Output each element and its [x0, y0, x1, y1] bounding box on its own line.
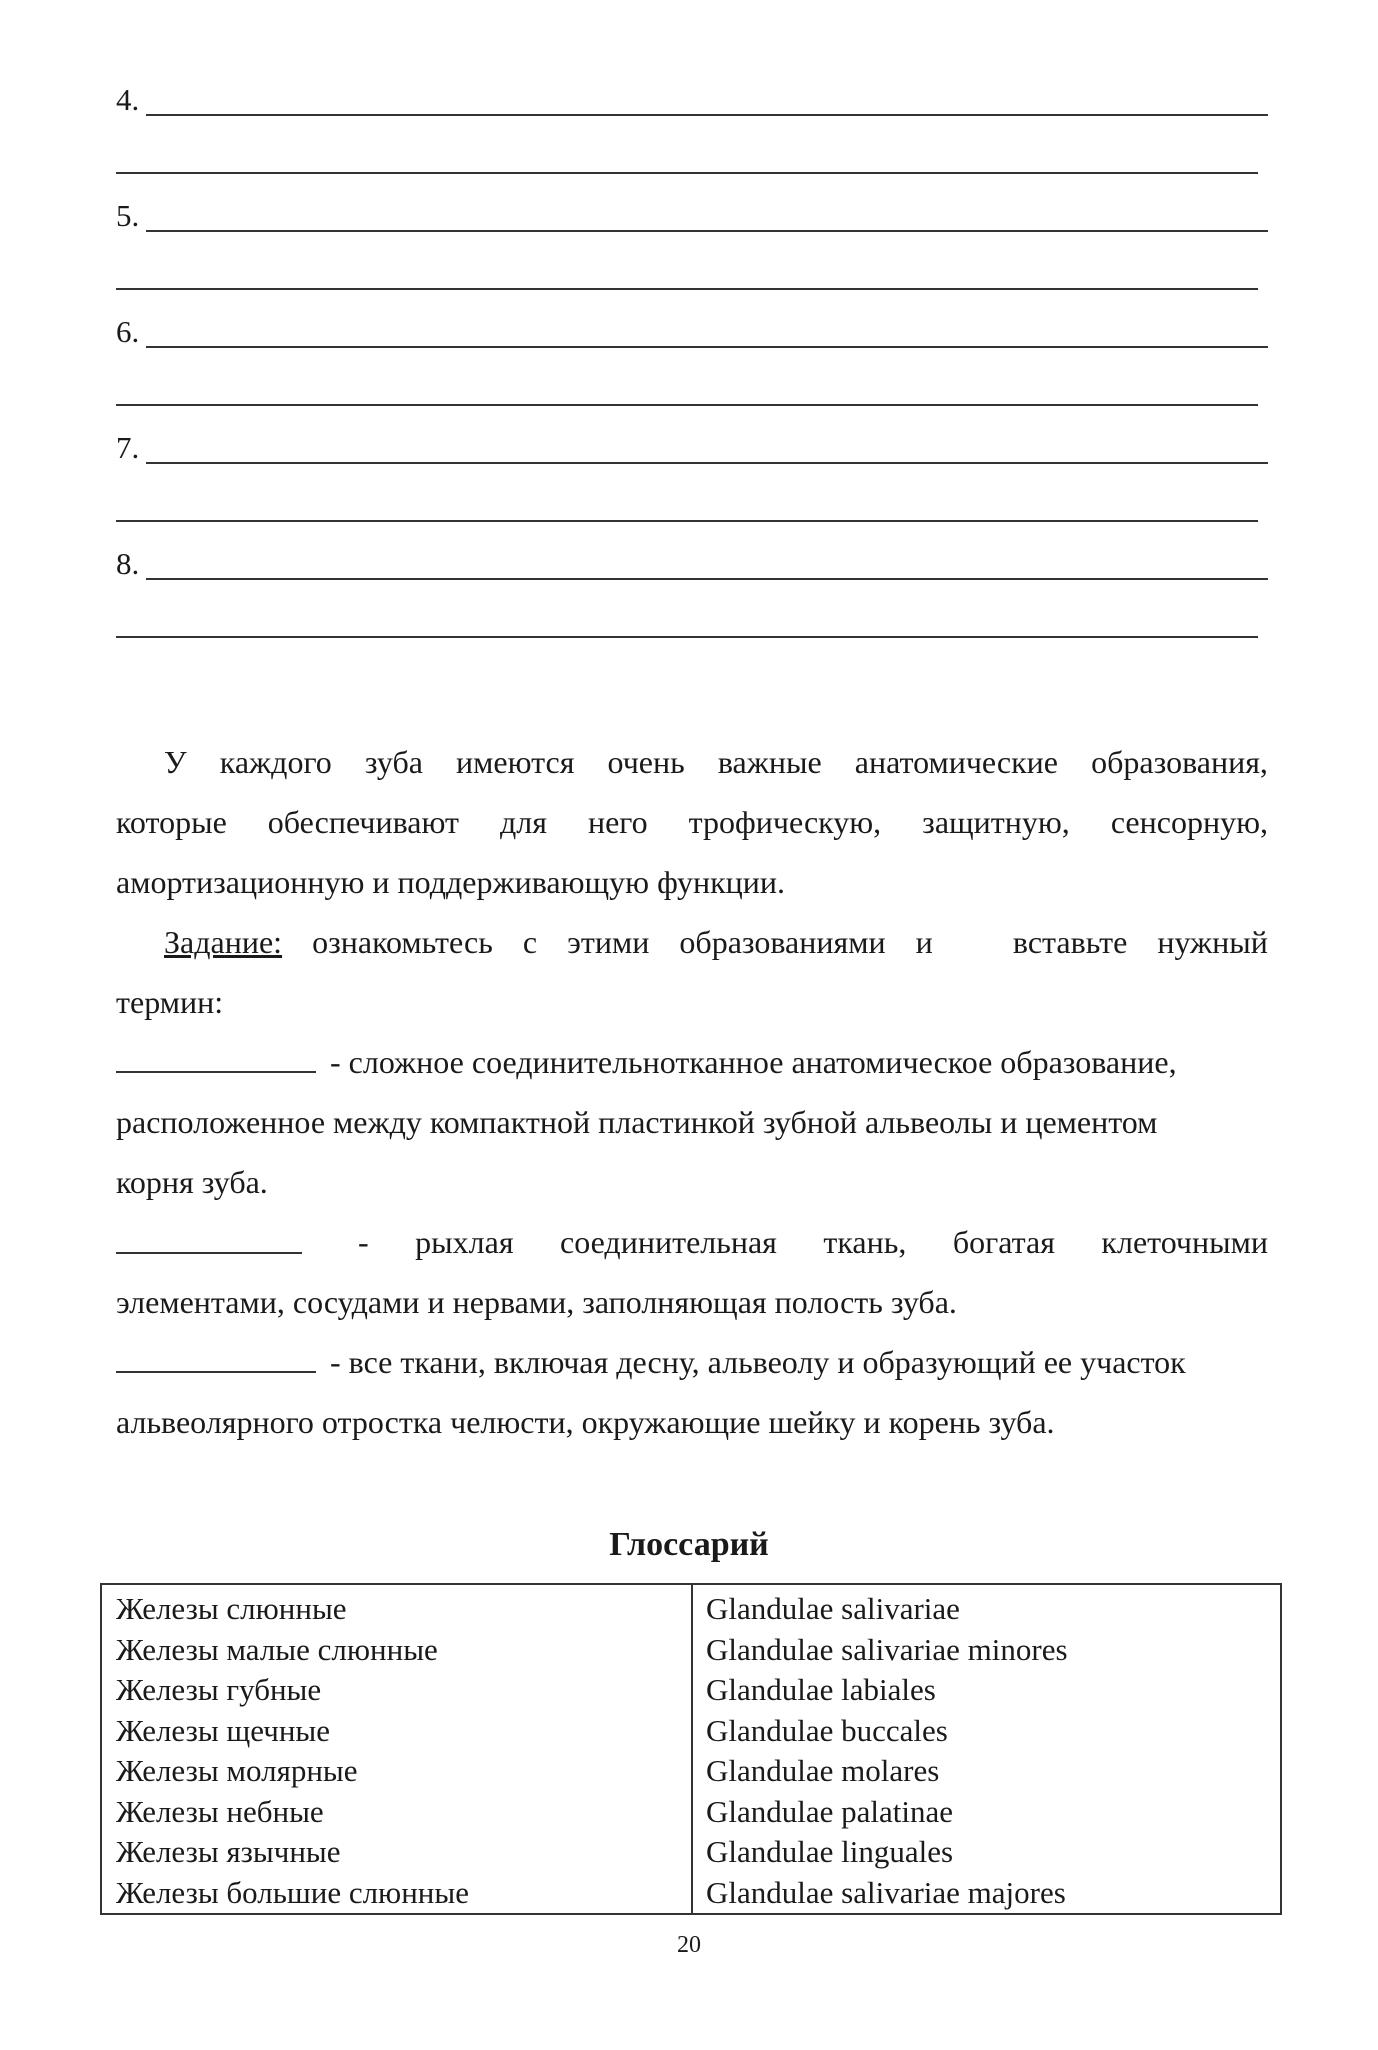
glossary-row — [102, 1873, 1280, 1914]
answer-number: 6. — [116, 314, 140, 349]
glossary-table — [100, 1583, 1282, 1915]
term-blank-1[interactable] — [116, 1047, 316, 1073]
term-blank-3[interactable] — [116, 1347, 316, 1373]
definition-2 — [116, 1212, 1268, 1332]
definition-1-line-1: - сложное соединительнотканное анатомическое образование, — [116, 1032, 1268, 1092]
task-paragraph — [116, 912, 1268, 1032]
definition-1 — [116, 1032, 1268, 1212]
glossary-term-latin: Glandulae linguales — [706, 1834, 954, 1869]
definition-2-line-2: элементами, сосудами и нервами, заполняющая полость зуба. — [116, 1284, 957, 1320]
answer-continuation-line[interactable] — [116, 636, 1258, 638]
answer-continuation-line[interactable] — [116, 288, 1258, 290]
intro-line-3: амортизационную и поддерживающую функции. — [116, 864, 786, 900]
glossary-term-latin: Glandulae labiales — [706, 1672, 936, 1707]
intro-line-2: которые обеспечивают для него трофическую, защитную, сенсорную, — [116, 804, 1268, 840]
glossary-row — [102, 1751, 1280, 1792]
glossary-row — [102, 1670, 1280, 1711]
answer-continuation-line[interactable] — [116, 172, 1258, 174]
task-line-1: Задание: ознакомьтесь с этими образованиями и вставьте нужный — [116, 912, 1268, 972]
answer-blank-line[interactable] — [146, 462, 1268, 464]
glossary-row — [102, 1711, 1280, 1752]
glossary-term-latin: Glandulae palatinae — [706, 1793, 954, 1829]
term-blank-2[interactable] — [116, 1228, 302, 1254]
answer-number: 4. — [116, 82, 140, 117]
definition-1-line-2: расположенное между компактной пластинкой зубной альвеолы и цементом — [116, 1104, 1158, 1140]
task-line-2: термин: — [116, 984, 224, 1020]
glossary-term-latin: Glandulae salivariae minores — [706, 1631, 1068, 1667]
glossary-term-latin: Glandulae salivariae majores — [706, 1874, 1066, 1910]
intro-line-1: У каждого зуба имеются очень важные анатомические образования, — [164, 744, 1268, 780]
glossary-term-russian: Железы малые слюнные — [102, 1630, 692, 1671]
answer-continuation-line[interactable] — [116, 404, 1258, 406]
definition-3 — [116, 1332, 1268, 1452]
answer-number: 7. — [116, 430, 140, 465]
answer-blank-line[interactable] — [146, 346, 1268, 348]
glossary-term-latin: Glandulae buccales — [706, 1712, 948, 1748]
definition-2-line-1: - рыхлая соединительная ткань, богатая клеточными — [116, 1212, 1268, 1272]
answer-blank-line[interactable] — [146, 230, 1268, 232]
answer-blank-line[interactable] — [146, 578, 1268, 580]
glossary-term-russian: Железы язычные — [102, 1832, 692, 1873]
answer-number: 5. — [116, 198, 140, 233]
definition-1-line-3: корня зуба. — [116, 1164, 268, 1200]
glossary-term-russian: Железы большие слюнные — [102, 1873, 692, 1914]
answer-number: 8. — [116, 546, 140, 581]
glossary-term-russian: Железы молярные — [102, 1751, 692, 1792]
glossary-term-russian: Железы слюнные — [102, 1585, 692, 1630]
answer-row-4[interactable] — [116, 80, 1268, 120]
glossary-term-russian: Железы щечные — [102, 1711, 692, 1752]
definition-3-line-1: - все ткани, включая десну, альвеолу и образующий ее участок — [116, 1332, 1268, 1392]
task-label: Задание: — [164, 924, 283, 960]
glossary-row — [102, 1585, 1280, 1630]
page-number: 20 — [677, 1932, 701, 1958]
answer-continuation-line[interactable] — [116, 520, 1258, 522]
answer-blank-line[interactable] — [146, 114, 1268, 116]
glossary-grid — [102, 1585, 1280, 1913]
definition-3-line-2: альвеолярного отростка челюсти, окружающие шейку и корень зуба. — [116, 1404, 1055, 1440]
glossary-term-latin: Glandulae molares — [706, 1753, 940, 1788]
answer-row-5[interactable] — [116, 196, 1268, 236]
answer-row-6[interactable] — [116, 312, 1268, 352]
answer-row-8[interactable] — [116, 544, 1268, 584]
glossary-term-russian: Железы небные — [102, 1792, 692, 1833]
glossary-row — [102, 1832, 1280, 1873]
glossary-term-russian: Железы губные — [102, 1670, 692, 1711]
answer-row-7[interactable] — [116, 428, 1268, 468]
glossary-title: Глоссарий — [609, 1526, 769, 1563]
glossary-row — [102, 1792, 1280, 1833]
intro-paragraph — [116, 732, 1268, 912]
glossary-term-latin: Glandulae salivariae — [706, 1591, 960, 1626]
glossary-row — [102, 1630, 1280, 1671]
